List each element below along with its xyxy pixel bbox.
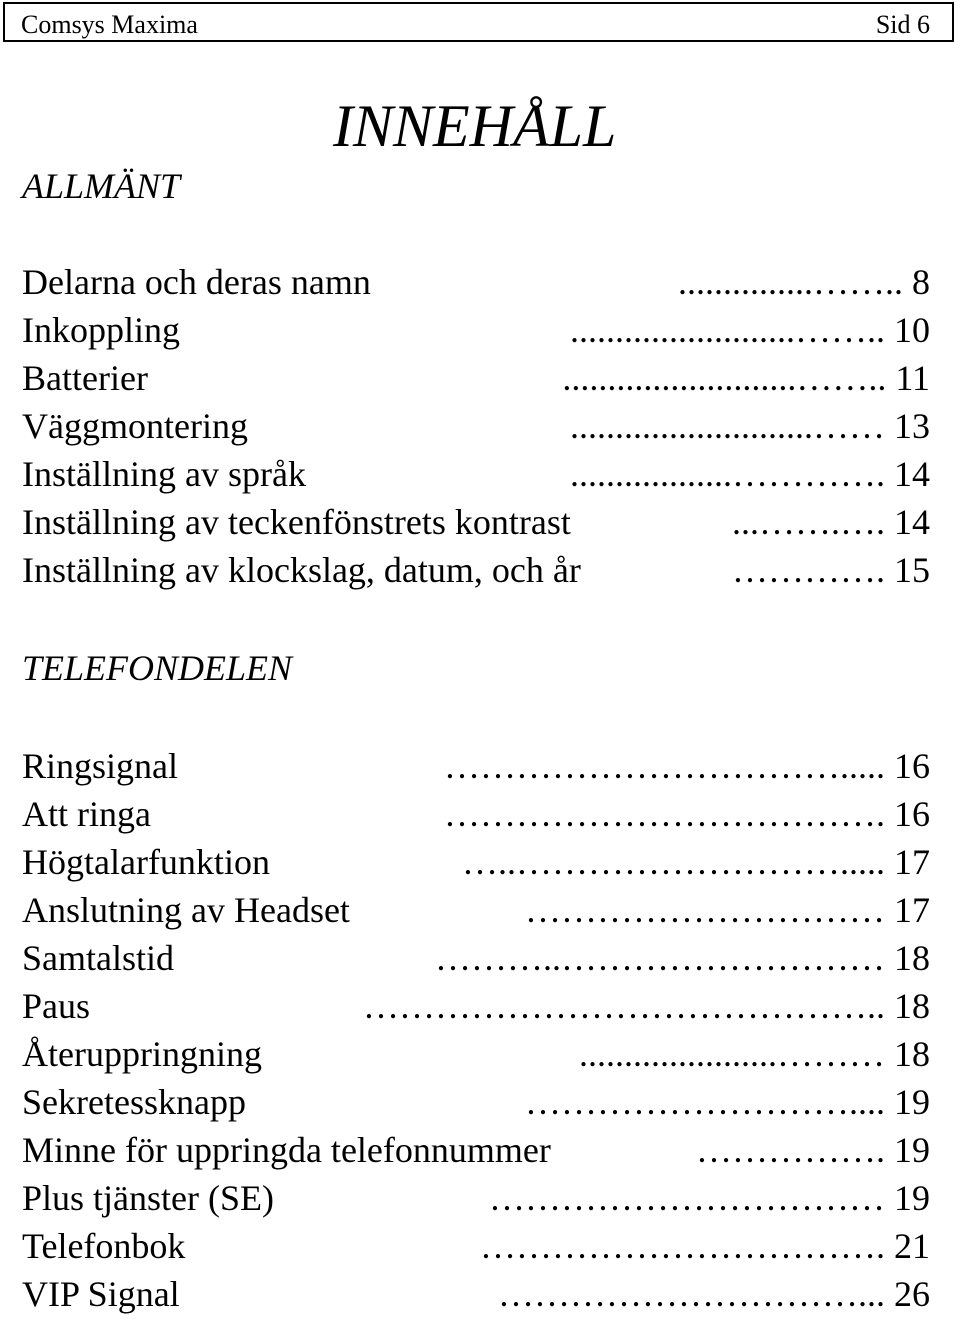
toc-entry-label: Samtalstid bbox=[22, 938, 174, 978]
toc-entry bbox=[22, 498, 930, 546]
toc-entry-leader: ..........................…….. bbox=[562, 358, 887, 398]
toc-entry bbox=[22, 1126, 930, 1174]
toc-entry bbox=[22, 1270, 930, 1318]
toc-entry-leader: ………………………………. bbox=[444, 794, 885, 834]
toc-entry-page: 8 bbox=[912, 262, 930, 302]
toc-entry bbox=[22, 886, 930, 934]
toc-entry-label: Anslutning av Headset bbox=[22, 890, 350, 930]
toc-entry-page: 16 bbox=[894, 794, 930, 834]
toc-entry-label: Inställning av språk bbox=[22, 454, 306, 494]
toc-entry-page: 17 bbox=[894, 842, 930, 882]
toc-entry-leader: ……………………………. bbox=[480, 1226, 894, 1266]
toc-entry-leader: …..………………………..... bbox=[462, 842, 885, 882]
toc-entry bbox=[22, 790, 930, 838]
toc-entry bbox=[22, 402, 930, 450]
toc-entry-page: 11 bbox=[895, 358, 930, 398]
toc-entry-label: Väggmontering bbox=[22, 406, 248, 446]
toc-entry-page: 16 bbox=[894, 746, 930, 786]
toc-entry-leader: …………………………………….. bbox=[363, 986, 885, 1026]
toc-entry-leader: …………. bbox=[732, 550, 894, 590]
toc-entry-page: 17 bbox=[894, 890, 930, 930]
toc-title: INNEHÅLL bbox=[333, 93, 617, 159]
toc-entry-leader: ……………………….... bbox=[525, 1082, 885, 1122]
toc-entry-page: 19 bbox=[894, 1178, 930, 1218]
toc-entry-leader: ...............…….. bbox=[678, 262, 903, 302]
toc-entry-label: VIP Signal bbox=[22, 1274, 180, 1314]
toc-entry bbox=[22, 1030, 930, 1078]
toc-entry-label: Att ringa bbox=[22, 794, 151, 834]
toc-entry-label: Delarna och deras namn bbox=[22, 262, 371, 302]
toc-entry bbox=[22, 838, 930, 886]
document-name: Comsys Maxima bbox=[21, 10, 198, 39]
toc-entry-page: 19 bbox=[894, 1130, 930, 1170]
toc-entry-label: Inställning av teckenfönstrets kontrast bbox=[22, 502, 571, 542]
toc-entry-leader: .........................…….. bbox=[570, 310, 885, 350]
section-title-allmant: ALLMÄNT bbox=[22, 166, 181, 206]
toc-entry-leader: ……………. bbox=[696, 1130, 894, 1170]
toc-entry-label: Batterier bbox=[22, 358, 148, 398]
toc-entry-leader: ...…….…. bbox=[732, 502, 885, 542]
toc-entry-page: 14 bbox=[894, 454, 930, 494]
toc-entry bbox=[22, 1174, 930, 1222]
toc-entry-leader: ...........................…… bbox=[570, 406, 885, 446]
toc-entry-leader: ..................…………. bbox=[570, 454, 885, 494]
page-header bbox=[3, 2, 954, 42]
toc-entry-label: Återuppringning bbox=[22, 1034, 262, 1074]
toc-list-allmant bbox=[22, 258, 930, 594]
toc-entry-label: Högtalarfunktion bbox=[22, 842, 270, 882]
toc-entry bbox=[22, 546, 930, 594]
page-number: Sid 6 bbox=[875, 10, 930, 39]
toc-entry-label: Inkoppling bbox=[22, 310, 180, 350]
toc-entry-label: Telefonbok bbox=[22, 1226, 186, 1266]
toc-entry bbox=[22, 934, 930, 982]
toc-entry-leader: ......................……… bbox=[579, 1034, 894, 1074]
toc-entry-page: 10 bbox=[894, 310, 930, 350]
toc-entry-page: 14 bbox=[894, 502, 930, 542]
toc-entry bbox=[22, 258, 930, 306]
toc-entry-label: Plus tjänster (SE) bbox=[22, 1178, 274, 1218]
toc-entry-page: 13 bbox=[894, 406, 930, 446]
toc-entry bbox=[22, 306, 930, 354]
toc-entry bbox=[22, 450, 930, 498]
toc-list-telefondelen bbox=[22, 742, 930, 1318]
toc-entry-label: Sekretessknapp bbox=[22, 1082, 246, 1122]
toc-entry bbox=[22, 354, 930, 402]
toc-entry-label: Ringsignal bbox=[22, 746, 179, 786]
toc-entry-leader: ………………………… bbox=[525, 890, 885, 930]
toc-entry-page: 21 bbox=[894, 1226, 930, 1266]
toc-entry-label: Inställning av klockslag, datum, och år bbox=[22, 550, 581, 590]
toc-entry bbox=[22, 982, 930, 1030]
toc-entry-page: 26 bbox=[894, 1274, 930, 1314]
toc-entry-page: 15 bbox=[894, 550, 930, 590]
section-title-telefondelen: TELEFONDELEN bbox=[22, 648, 293, 688]
toc-entry bbox=[22, 1222, 930, 1270]
toc-entry-page: 19 bbox=[894, 1082, 930, 1122]
toc-entry-page: 18 bbox=[894, 1034, 930, 1074]
toc-entry-leader: ………..……………………… bbox=[435, 938, 894, 978]
toc-entry-leader: …………………………… bbox=[489, 1178, 894, 1218]
toc-entry bbox=[22, 1078, 930, 1126]
toc-entry-page: 18 bbox=[894, 938, 930, 978]
toc-entry-label: Paus bbox=[22, 986, 91, 1026]
toc-entry bbox=[22, 742, 930, 790]
toc-entry-label: Minne för uppringda telefonnummer bbox=[22, 1130, 551, 1170]
toc-entry-leader: ……………………………..... bbox=[444, 746, 885, 786]
toc-entry-leader: …………………………... bbox=[498, 1274, 894, 1314]
toc-entry-page: 18 bbox=[894, 986, 930, 1026]
